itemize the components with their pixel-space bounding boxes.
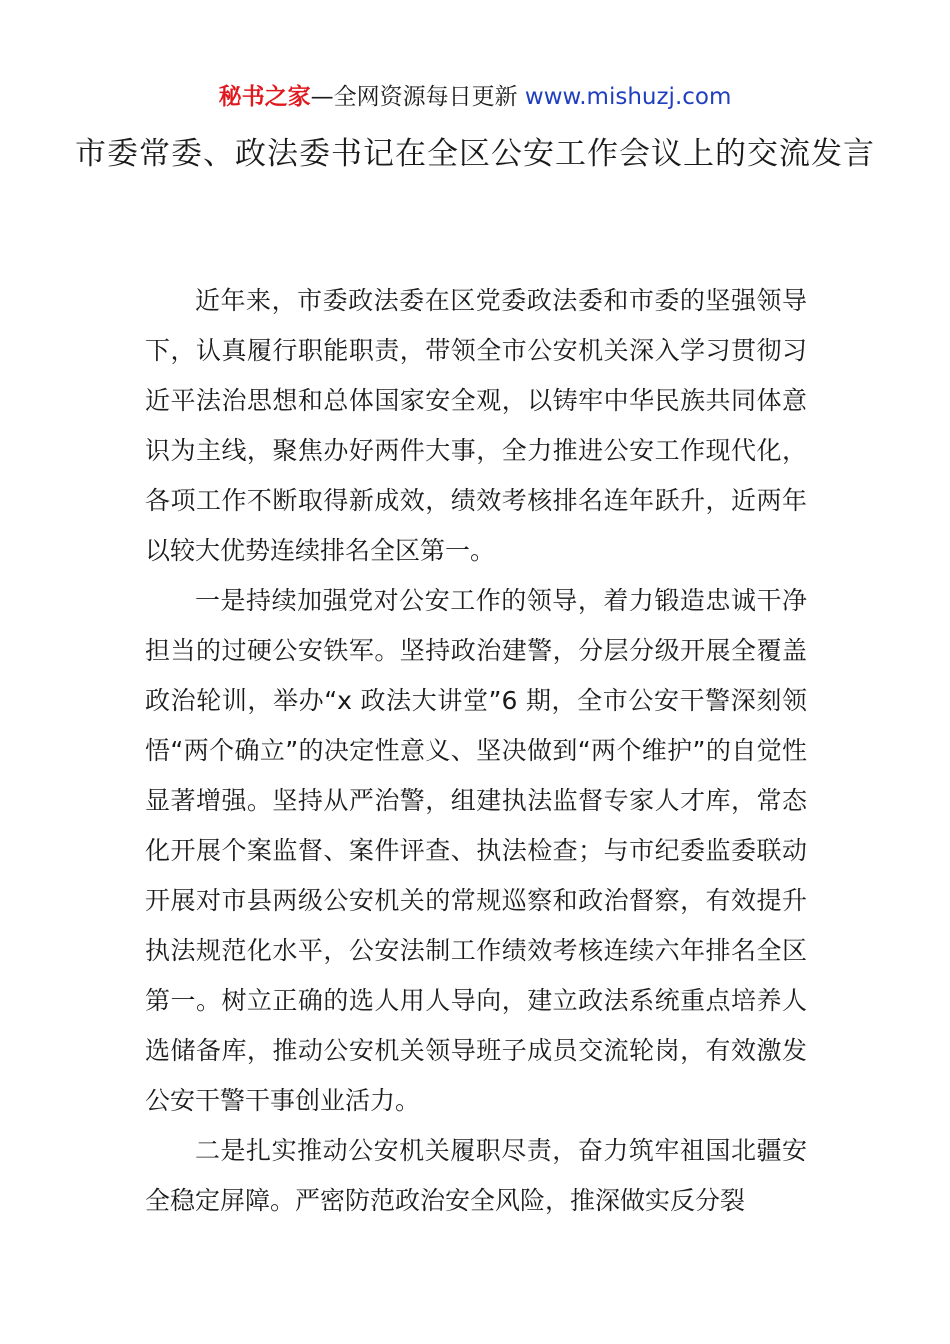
paragraph-point-one: 一是持续加强党对公安工作的领导，着力锻造忠诚干净担当的过硬公安铁军。坚持政治建警，分层分级开展全覆盖政治轮训，举办“x 政法大讲堂”6 期，全市公安干警深刻领悟“两个确立”的决定性意义、坚决做到“两个维护”的自觉性显著增强。坚持从严治警，组建执法监督专家人才库，常态化开展个案监督、案件评查、执法检查；与市纪委监委联动开展对市县两级公安机关的常规巡察和政治督察，有效提升执法规范化水平，公安法制工作绩效考核连续六年排名全区第一。树立正确的选人用人导向，建立政法系统重点培养人选储备库，推动公安机关领导班子成员交流轮岗，有效激发公安干警干事创业活力。	[145, 586, 807, 1115]
site-url-link[interactable]: www.mishuzj.com	[524, 84, 732, 110]
paragraph-point-two: 二是扎实推动公安机关履职尽责，奋力筑牢祖国北疆安全稳定屏障。严密防范政治安全风险，推深做实反分裂	[145, 1136, 807, 1215]
document-title: 市委常委、政法委书记在全区公安工作会议上的交流发言	[75, 136, 875, 172]
site-header	[0, 82, 950, 112]
site-tagline: —全网资源每日更新	[310, 84, 525, 110]
site-brand: 秘书之家	[218, 84, 311, 110]
paragraph-intro: 近年来，市委政法委在区党委政法委和市委的坚强领导下，认真履行职能职责，带领全市公安机关深入学习贯彻习近平法治思想和总体国家安全观，以铸牢中华民族共同体意识为主线，聚焦办好两件大事，全力推进公安工作现代化，各项工作不断取得新成效，绩效考核排名连年跃升，近两年以较大优势连续排名全区第一。	[145, 286, 807, 565]
document-body	[145, 276, 807, 1226]
